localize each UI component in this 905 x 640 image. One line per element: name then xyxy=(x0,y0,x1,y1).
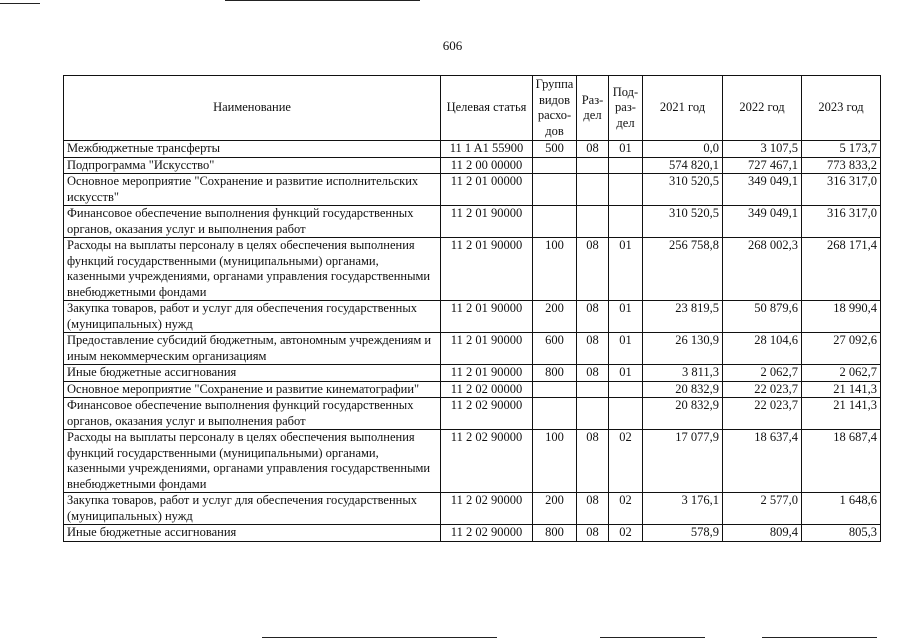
cell-target-article: 11 2 01 90000 xyxy=(441,301,533,333)
cell-section: 08 xyxy=(577,238,609,301)
cell-year-2023: 5 173,7 xyxy=(802,141,881,158)
cell-year-2021: 3 811,3 xyxy=(643,365,723,382)
cell-year-2021: 20 832,9 xyxy=(643,381,723,398)
header-name: Наименование xyxy=(64,76,441,141)
cell-subsection: 01 xyxy=(609,238,643,301)
cell-target-article: 11 2 01 90000 xyxy=(441,365,533,382)
cell-section: 08 xyxy=(577,301,609,333)
cell-section xyxy=(577,381,609,398)
header-year-2021: 2021 год xyxy=(643,76,723,141)
cell-subsection: 01 xyxy=(609,333,643,365)
cell-section xyxy=(577,174,609,206)
cell-expense-group: 800 xyxy=(533,365,577,382)
table-row xyxy=(64,365,881,382)
cell-name: Иные бюджетные ассигнования xyxy=(64,365,441,382)
cell-year-2023: 21 141,3 xyxy=(802,381,881,398)
header-subsection: Под-раз-дел xyxy=(609,76,643,141)
table-row xyxy=(64,174,881,206)
cell-year-2022: 22 023,7 xyxy=(723,381,802,398)
cell-target-article: 11 2 02 90000 xyxy=(441,430,533,493)
header-expense-group: Группа видов расхо-дов xyxy=(533,76,577,141)
cell-section xyxy=(577,157,609,174)
header-year-2022: 2022 год xyxy=(723,76,802,141)
table-row xyxy=(64,381,881,398)
cell-section: 08 xyxy=(577,493,609,525)
cell-name: Закупка товаров, работ и услуг для обеспечения государственных (муниципальных) нужд xyxy=(64,301,441,333)
cell-year-2022: 22 023,7 xyxy=(723,398,802,430)
cell-year-2021: 310 520,5 xyxy=(643,206,723,238)
cell-year-2021: 20 832,9 xyxy=(643,398,723,430)
cell-year-2021: 0,0 xyxy=(643,141,723,158)
table-body xyxy=(64,141,881,542)
cell-expense-group xyxy=(533,381,577,398)
cell-expense-group xyxy=(533,398,577,430)
cell-year-2022: 28 104,6 xyxy=(723,333,802,365)
cell-year-2023: 2 062,7 xyxy=(802,365,881,382)
cell-section: 08 xyxy=(577,333,609,365)
cell-section: 08 xyxy=(577,365,609,382)
cell-name: Закупка товаров, работ и услуг для обеспечения государственных (муниципальных) нужд xyxy=(64,493,441,525)
cell-section xyxy=(577,206,609,238)
scan-line-top-middle xyxy=(225,0,420,1)
cell-name: Предоставление субсидий бюджетным, автономным учреждениям и иным некоммерческим организациям xyxy=(64,333,441,365)
cell-year-2023: 316 317,0 xyxy=(802,206,881,238)
cell-subsection xyxy=(609,174,643,206)
table-row xyxy=(64,301,881,333)
cell-year-2022: 349 049,1 xyxy=(723,174,802,206)
cell-year-2022: 727 467,1 xyxy=(723,157,802,174)
cell-target-article: 11 2 02 90000 xyxy=(441,525,533,542)
scan-line-bottom-3 xyxy=(762,637,877,638)
cell-year-2022: 2 062,7 xyxy=(723,365,802,382)
cell-year-2023: 316 317,0 xyxy=(802,174,881,206)
cell-year-2021: 578,9 xyxy=(643,525,723,542)
cell-section: 08 xyxy=(577,430,609,493)
cell-name: Основное мероприятие "Сохранение и развитие исполнительских искусств" xyxy=(64,174,441,206)
cell-expense-group: 600 xyxy=(533,333,577,365)
cell-target-article: 11 2 01 00000 xyxy=(441,174,533,206)
cell-year-2021: 574 820,1 xyxy=(643,157,723,174)
cell-expense-group: 500 xyxy=(533,141,577,158)
cell-subsection xyxy=(609,381,643,398)
table-row xyxy=(64,493,881,525)
cell-year-2021: 26 130,9 xyxy=(643,333,723,365)
cell-year-2021: 256 758,8 xyxy=(643,238,723,301)
cell-year-2023: 27 092,6 xyxy=(802,333,881,365)
cell-target-article: 11 2 00 00000 xyxy=(441,157,533,174)
cell-year-2023: 1 648,6 xyxy=(802,493,881,525)
cell-year-2021: 310 520,5 xyxy=(643,174,723,206)
cell-target-article: 11 2 01 90000 xyxy=(441,206,533,238)
cell-expense-group xyxy=(533,157,577,174)
table-row xyxy=(64,206,881,238)
table-row xyxy=(64,141,881,158)
cell-name: Финансовое обеспечение выполнения функций государственных органов, оказания услуг и выполнения работ xyxy=(64,206,441,238)
cell-expense-group xyxy=(533,206,577,238)
cell-name: Подпрограмма "Искусство" xyxy=(64,157,441,174)
cell-target-article: 11 2 02 90000 xyxy=(441,493,533,525)
header-year-2023: 2023 год xyxy=(802,76,881,141)
cell-year-2023: 773 833,2 xyxy=(802,157,881,174)
cell-year-2022: 349 049,1 xyxy=(723,206,802,238)
cell-expense-group: 100 xyxy=(533,238,577,301)
cell-subsection: 01 xyxy=(609,141,643,158)
cell-subsection xyxy=(609,398,643,430)
cell-section xyxy=(577,398,609,430)
cell-target-article: 11 2 02 90000 xyxy=(441,398,533,430)
cell-subsection: 01 xyxy=(609,365,643,382)
scan-line-bottom-1 xyxy=(262,637,497,638)
table-row xyxy=(64,398,881,430)
scan-line-top-left xyxy=(0,3,40,4)
cell-expense-group: 200 xyxy=(533,493,577,525)
cell-year-2022: 50 879,6 xyxy=(723,301,802,333)
table-row xyxy=(64,157,881,174)
table-row xyxy=(64,238,881,301)
budget-table xyxy=(63,75,881,542)
cell-section: 08 xyxy=(577,141,609,158)
table-header-row xyxy=(64,76,881,141)
cell-year-2021: 23 819,5 xyxy=(643,301,723,333)
cell-year-2023: 18 687,4 xyxy=(802,430,881,493)
table-row xyxy=(64,525,881,542)
cell-year-2022: 18 637,4 xyxy=(723,430,802,493)
cell-subsection: 02 xyxy=(609,430,643,493)
cell-expense-group: 200 xyxy=(533,301,577,333)
cell-section: 08 xyxy=(577,525,609,542)
cell-name: Расходы на выплаты персоналу в целях обеспечения выполнения функций государственными (муниципальными) органами, казенными учреждениями, органами управления государственными внебюджетными фондами xyxy=(64,430,441,493)
scan-line-bottom-2 xyxy=(600,637,705,638)
table-row xyxy=(64,333,881,365)
cell-name: Финансовое обеспечение выполнения функций государственных органов, оказания услуг и выполнения работ xyxy=(64,398,441,430)
cell-expense-group xyxy=(533,174,577,206)
header-section: Раз-дел xyxy=(577,76,609,141)
cell-name: Межбюджетные трансферты xyxy=(64,141,441,158)
cell-year-2021: 17 077,9 xyxy=(643,430,723,493)
table-row xyxy=(64,430,881,493)
cell-year-2023: 21 141,3 xyxy=(802,398,881,430)
cell-name: Расходы на выплаты персоналу в целях обеспечения выполнения функций государственными (муниципальными) органами, казенными учреждениями, органами управления государственными внебюджетными фондами xyxy=(64,238,441,301)
cell-year-2023: 805,3 xyxy=(802,525,881,542)
cell-subsection xyxy=(609,157,643,174)
cell-subsection xyxy=(609,206,643,238)
cell-year-2022: 2 577,0 xyxy=(723,493,802,525)
page-number: 606 xyxy=(442,38,463,53)
cell-target-article: 11 2 01 90000 xyxy=(441,238,533,301)
cell-year-2022: 809,4 xyxy=(723,525,802,542)
cell-year-2022: 268 002,3 xyxy=(723,238,802,301)
cell-subsection: 02 xyxy=(609,493,643,525)
cell-year-2023: 268 171,4 xyxy=(802,238,881,301)
cell-year-2022: 3 107,5 xyxy=(723,141,802,158)
cell-subsection: 02 xyxy=(609,525,643,542)
cell-name: Иные бюджетные ассигнования xyxy=(64,525,441,542)
cell-expense-group: 100 xyxy=(533,430,577,493)
cell-subsection: 01 xyxy=(609,301,643,333)
cell-target-article: 11 2 01 90000 xyxy=(441,333,533,365)
cell-expense-group: 800 xyxy=(533,525,577,542)
cell-year-2021: 3 176,1 xyxy=(643,493,723,525)
cell-name: Основное мероприятие "Сохранение и развитие кинематографии" xyxy=(64,381,441,398)
header-target-article: Целевая статья xyxy=(441,76,533,141)
cell-target-article: 11 2 02 00000 xyxy=(441,381,533,398)
cell-target-article: 11 1 A1 55900 xyxy=(441,141,533,158)
cell-year-2023: 18 990,4 xyxy=(802,301,881,333)
